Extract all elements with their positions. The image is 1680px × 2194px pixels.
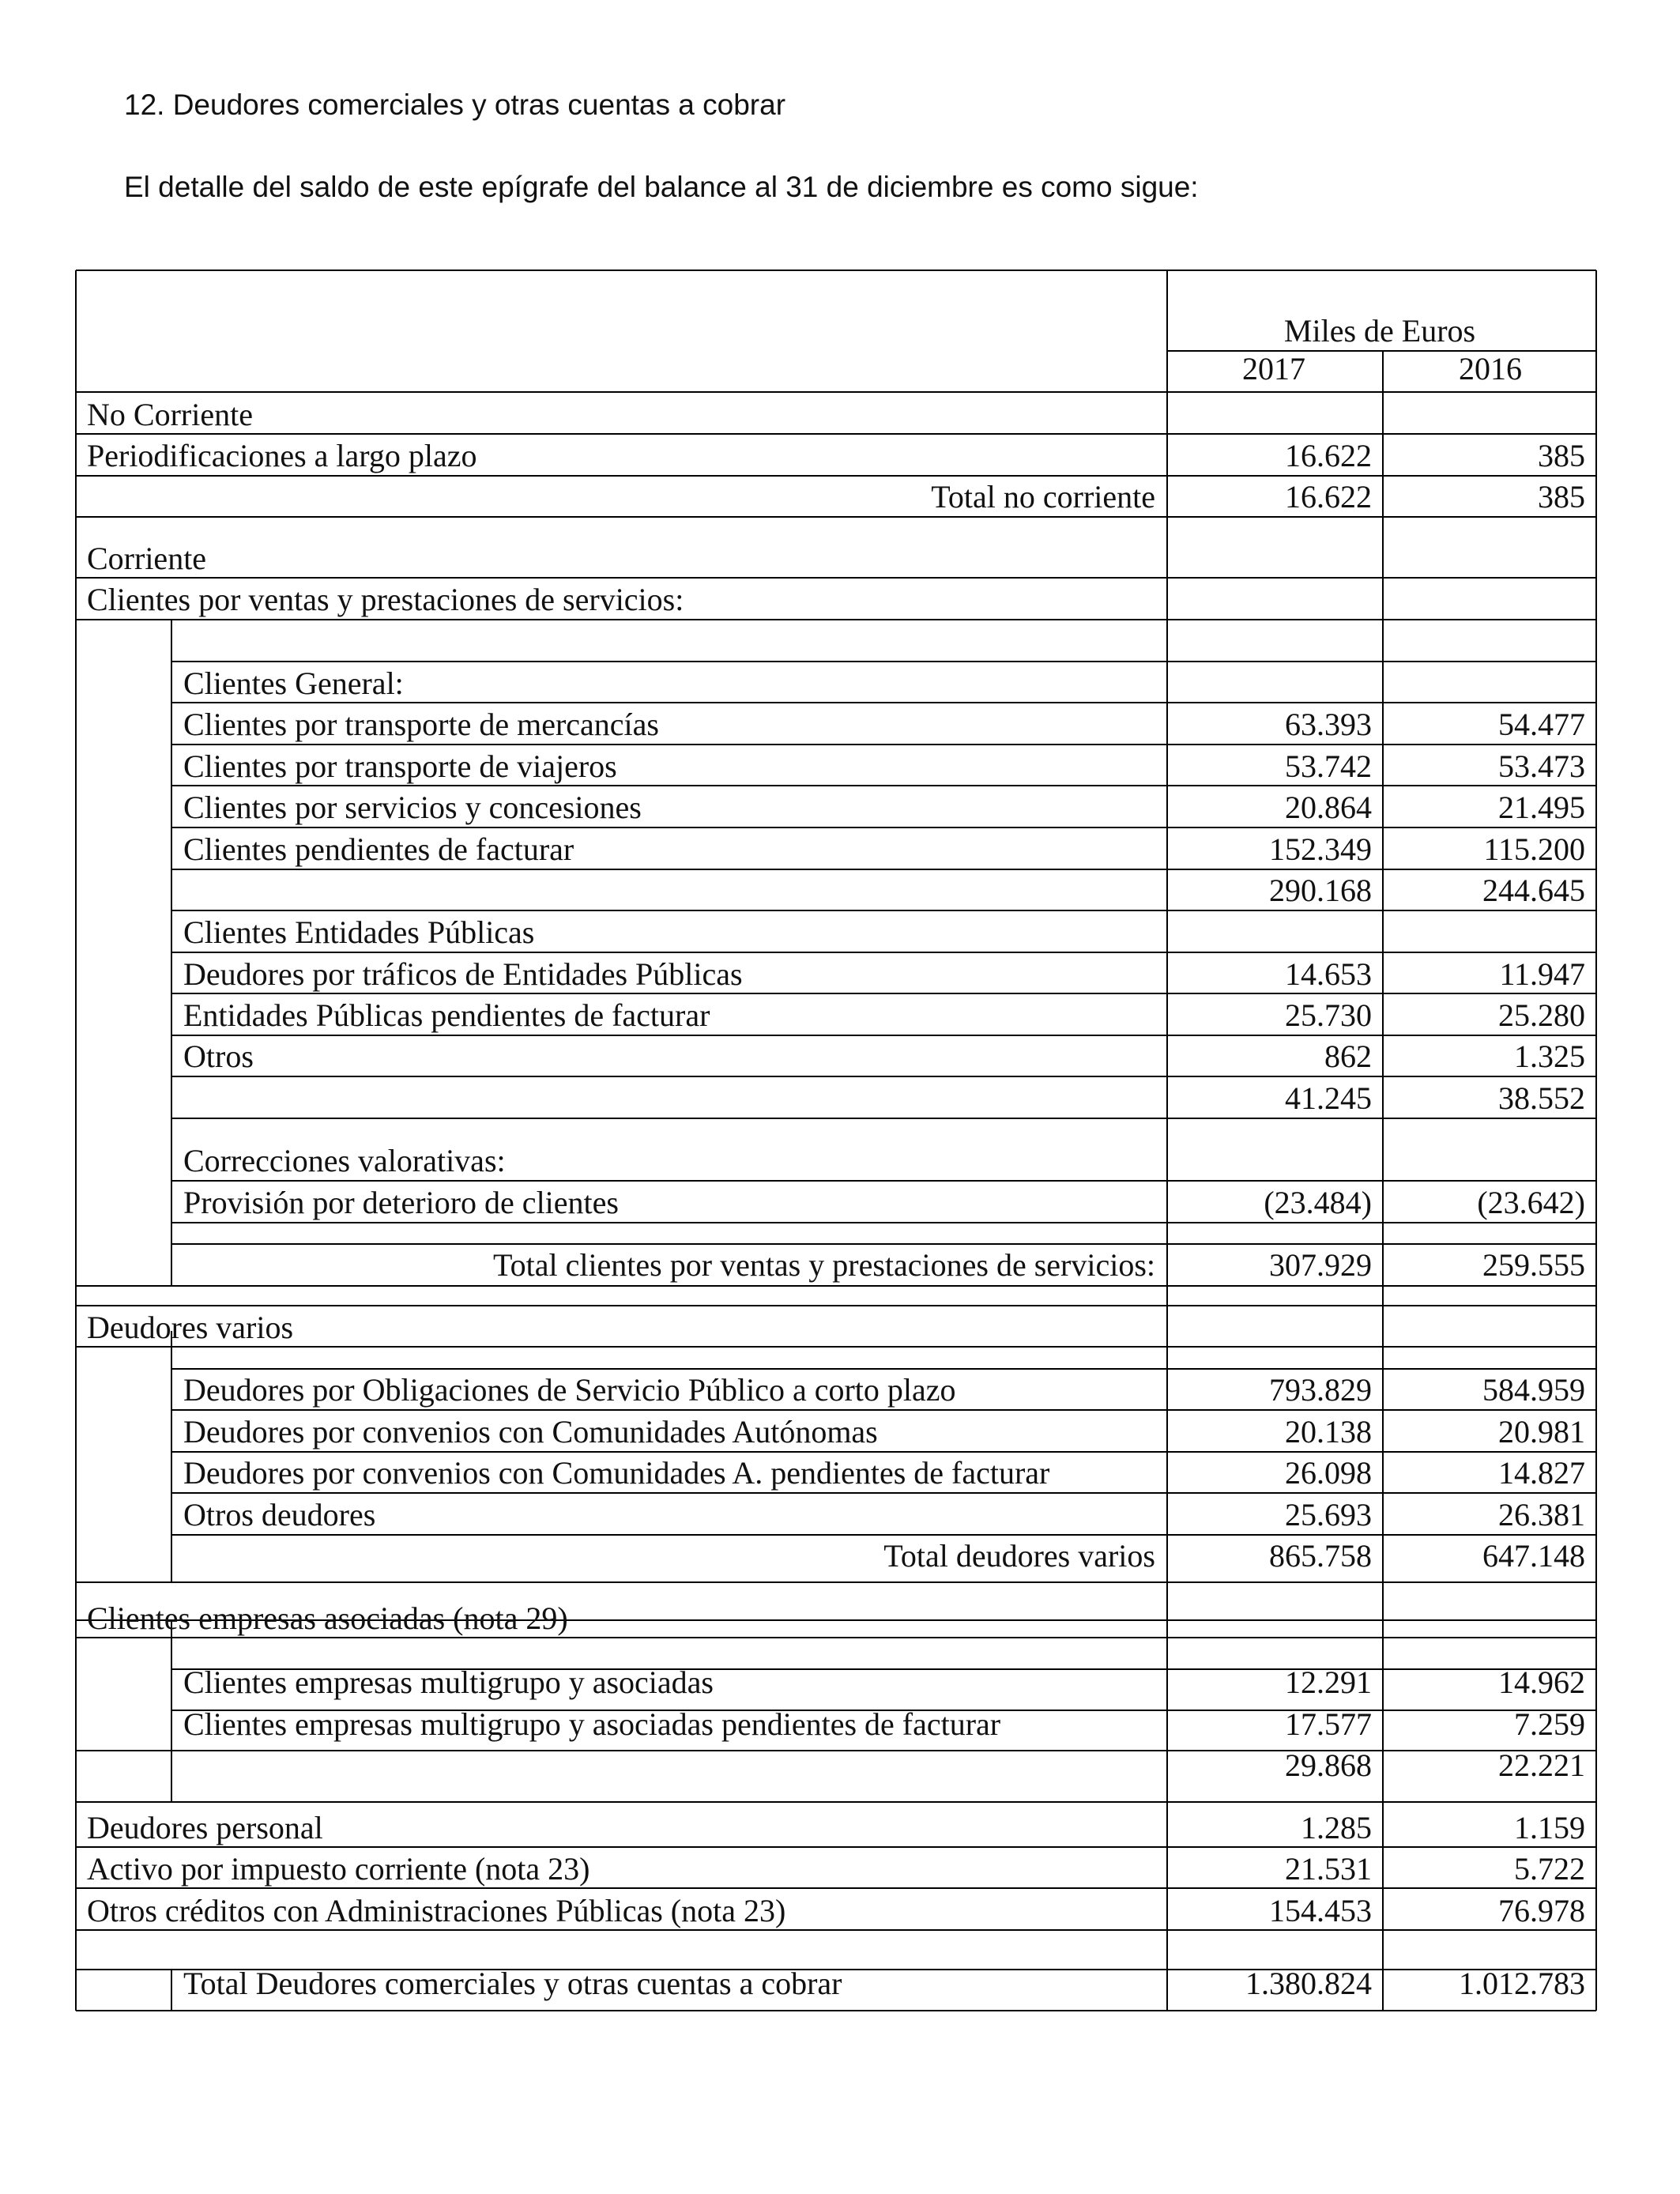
value-2017: 17.577: [1285, 1706, 1372, 1742]
value-2016: 21.495: [1498, 790, 1585, 825]
table-row: [87, 1810, 1585, 1845]
row-label: Entidades Públicas pendientes de facturar: [183, 997, 710, 1033]
table-row: [183, 1966, 1585, 2001]
table-row: [183, 831, 1585, 867]
value-2017: 29.868: [1285, 1747, 1372, 1783]
value-2016: 54.477: [1498, 707, 1585, 742]
value-2017: 16.622: [1285, 479, 1372, 515]
table-row: [183, 914, 534, 950]
value-2017: 63.393: [1285, 707, 1372, 742]
value-2016: 259.555: [1482, 1247, 1585, 1283]
value-2016: 76.978: [1498, 1893, 1585, 1928]
value-2016: 20.981: [1498, 1414, 1585, 1449]
value-2016: 5.722: [1514, 1851, 1585, 1887]
table-row: [87, 397, 253, 432]
table-row: [183, 748, 1585, 784]
value-2016: 11.947: [1499, 956, 1585, 992]
value-2016: 38.552: [1498, 1080, 1585, 1116]
row-label: Deudores por convenios con Comunidades Autónomas: [183, 1414, 878, 1449]
value-2017: 307.929: [1269, 1247, 1372, 1283]
value-2016: 647.148: [1482, 1538, 1585, 1574]
row-label: Provisión por deterioro de clientes: [183, 1185, 619, 1220]
table-body: [87, 397, 1585, 2001]
value-2016: 115.200: [1483, 831, 1585, 867]
value-2016: (23.642): [1477, 1185, 1585, 1220]
value-2016: 385: [1538, 438, 1585, 473]
table-row: [183, 956, 1585, 992]
row-label: Clientes General:: [183, 665, 404, 701]
row-label: Clientes por transporte de mercancías: [183, 707, 659, 742]
row-label: Deudores personal: [87, 1810, 323, 1845]
value-2017: 12.291: [1285, 1664, 1372, 1700]
value-2017: 41.245: [1285, 1080, 1372, 1116]
value-2017: 25.693: [1285, 1497, 1372, 1532]
receivables-table: [76, 270, 1596, 2011]
table-row: [87, 582, 684, 617]
table-row: [87, 438, 1585, 473]
table-row: [87, 1600, 568, 1636]
value-2017: 20.138: [1285, 1414, 1372, 1449]
row-label: Deudores por Obligaciones de Servicio Público a corto plazo: [183, 1372, 956, 1408]
table-row: [87, 541, 206, 576]
intro-text: El detalle del saldo de este epígrafe del balance al 31 de diciembre es como sigue:: [124, 171, 1199, 203]
row-label: No Corriente: [87, 397, 253, 432]
value-2017: 290.168: [1269, 873, 1372, 908]
value-2016: 244.645: [1482, 873, 1585, 908]
table-row: [183, 665, 404, 701]
value-2016: 14.962: [1498, 1664, 1585, 1700]
value-2017: 26.098: [1285, 1455, 1372, 1491]
value-2017: 21.531: [1285, 1851, 1372, 1887]
table-row: [87, 1310, 293, 1345]
table-row: [87, 1851, 1585, 1887]
table-row: [931, 479, 1585, 515]
header-2017: 2017: [1242, 351, 1305, 386]
header-2016: 2016: [1459, 351, 1522, 386]
row-label: Corriente: [87, 541, 207, 576]
table-row: [183, 1039, 1585, 1074]
header-unit: Miles de Euros: [1283, 313, 1476, 349]
value-2017: 793.829: [1269, 1372, 1372, 1408]
row-label: Deudores por convenios con Comunidades A. pendientes de facturar: [183, 1455, 1050, 1491]
table-row: [183, 707, 1585, 742]
value-2016: 1.012.783: [1459, 1966, 1585, 2001]
value-2017: 1.285: [1301, 1810, 1372, 1845]
section-heading: 12. Deudores comerciales y otras cuentas a cobrar: [124, 89, 786, 121]
value-2016: 25.280: [1498, 997, 1585, 1033]
value-2017: 862: [1324, 1039, 1372, 1074]
row-label: Clientes por ventas y prestaciones de servicios:: [87, 582, 684, 617]
table-row: [183, 997, 1585, 1033]
value-2017: 14.653: [1285, 956, 1372, 992]
row-label: Clientes Entidades Públicas: [183, 914, 535, 950]
value-2017: 53.742: [1285, 748, 1372, 784]
row-label: Clientes por servicios y concesiones: [183, 790, 642, 825]
row-label: Clientes por transporte de viajeros: [183, 748, 617, 784]
value-2017: 25.730: [1285, 997, 1372, 1033]
row-label: Periodificaciones a largo plazo: [87, 438, 477, 473]
value-2016: 1.325: [1514, 1039, 1585, 1074]
value-2016: 584.959: [1482, 1372, 1585, 1408]
value-2016: 22.221: [1498, 1747, 1585, 1783]
row-label: Clientes empresas asociadas (nota 29): [87, 1600, 568, 1636]
value-2017: 20.864: [1285, 790, 1372, 825]
table-row: [183, 1185, 1585, 1220]
value-2016: 26.381: [1498, 1497, 1585, 1532]
value-2016: 1.159: [1514, 1810, 1585, 1845]
row-label: Otros deudores: [183, 1497, 376, 1532]
value-2017: 152.349: [1269, 831, 1372, 867]
table-row: [183, 1414, 1585, 1449]
row-label: Total no corriente: [931, 479, 1155, 515]
table-row: [183, 1455, 1585, 1491]
table-row: [1285, 1080, 1585, 1116]
table-row: [183, 790, 1585, 825]
row-label: Clientes empresas multigrupo y asociadas: [183, 1664, 714, 1700]
row-label: Total deudores varios: [883, 1538, 1155, 1574]
value-2017: 16.622: [1285, 438, 1372, 473]
table-row: [183, 1143, 506, 1178]
value-2016: 385: [1538, 479, 1585, 515]
row-label: Deudores varios: [87, 1310, 294, 1345]
table-row: [493, 1247, 1585, 1283]
row-label: Otros: [183, 1039, 254, 1074]
table-row: [1269, 873, 1585, 908]
row-label: Otros créditos con Administraciones Públicas (nota 23): [87, 1893, 786, 1928]
row-label: Total clientes por ventas y prestaciones de servicios:: [492, 1247, 1155, 1283]
value-2016: 53.473: [1498, 748, 1585, 784]
table-row: [183, 1372, 1585, 1408]
value-2016: 14.827: [1498, 1455, 1585, 1491]
value-2017: 1.380.824: [1245, 1966, 1372, 2001]
row-label: Clientes empresas multigrupo y asociadas pendientes de facturar: [183, 1706, 1001, 1742]
table-row: [183, 1497, 1585, 1532]
value-2017: 154.453: [1269, 1893, 1372, 1928]
row-label: Total Deudores comerciales y otras cuentas a cobrar: [183, 1966, 842, 2001]
row-label: Correcciones valorativas:: [183, 1143, 506, 1178]
row-label: Deudores por tráficos de Entidades Públicas: [183, 956, 743, 992]
value-2016: 7.259: [1514, 1706, 1585, 1742]
value-2017: (23.484): [1264, 1185, 1372, 1220]
table-row: [87, 1893, 1585, 1928]
table-row: [1285, 1747, 1585, 1783]
table-row: [883, 1538, 1585, 1574]
row-label: Activo por impuesto corriente (nota 23): [87, 1851, 590, 1887]
value-2017: 865.758: [1269, 1538, 1372, 1574]
table-row: [183, 1706, 1585, 1742]
row-label: Clientes pendientes de facturar: [183, 831, 574, 867]
